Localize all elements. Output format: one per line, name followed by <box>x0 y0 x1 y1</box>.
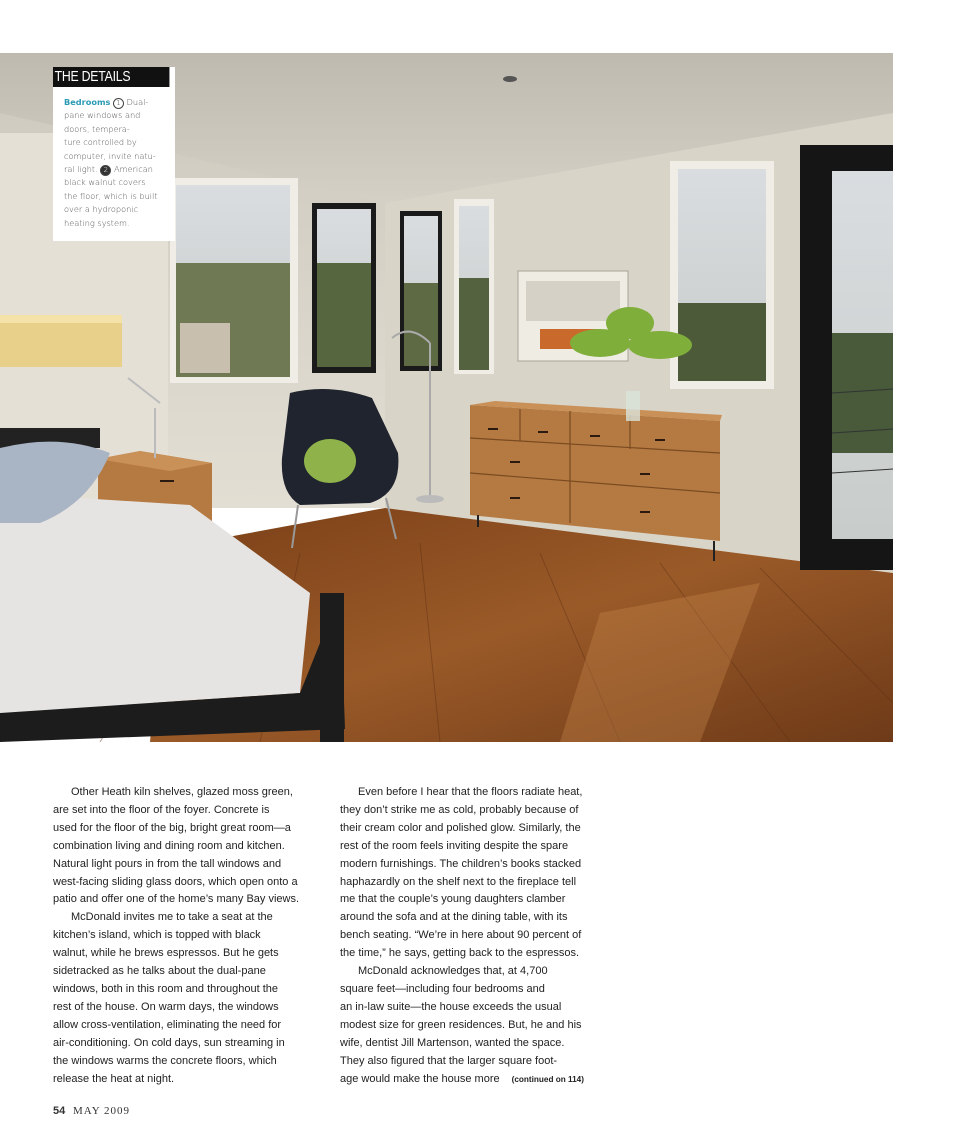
text-line: used for the floor of the big, bright great room—a <box>53 821 291 834</box>
details-line: black walnut covers <box>64 177 146 188</box>
text-line: windows, both in this room and throughout the <box>53 982 279 995</box>
text-line: they don’t strike me as cold, probably because of <box>340 803 579 816</box>
text-line: combination living and dining room and kitchen. <box>53 839 285 852</box>
details-line: pane windows and <box>64 110 141 121</box>
callout-number-1: 1 <box>113 98 124 109</box>
body-column-2 <box>340 784 608 1088</box>
text-line: They also figured that the larger square foot- <box>340 1054 558 1067</box>
text-line: west-facing sliding glass doors, which open onto a <box>53 875 298 888</box>
text-line: release the heat at night. <box>53 1072 175 1085</box>
details-line: ture controlled by <box>64 137 137 148</box>
text-line: rest of the house. On warm days, the windows <box>53 1000 279 1013</box>
text-line: sidetracked as he talks about the dual-pane <box>53 965 266 978</box>
details-line: computer, invite natu- <box>64 150 156 161</box>
text-line: walnut, while he brews espressos. But he gets <box>53 947 279 960</box>
text-line: an in-law suite—the house exceeds the usual <box>340 1000 562 1013</box>
text-line: Natural light pours in from the tall windows and <box>53 857 282 870</box>
continued-note: (continued on 114) <box>511 1074 584 1084</box>
text-line: around the sofa and at the dining table, with its <box>340 911 568 924</box>
details-line: heating system. <box>64 217 130 228</box>
text-line: the time,” he says, getting back to the espressos. <box>340 947 580 960</box>
text-line: patio and offer one of the home’s many Bay views. <box>53 893 300 906</box>
text-line: kitchen’s island, which is topped with black <box>53 929 261 942</box>
folio <box>53 1105 130 1117</box>
details-line: the floor, which is built <box>64 190 158 201</box>
text-line: age would make the house more <box>340 1072 500 1085</box>
text-line: Even before I hear that the floors radiate heat, <box>358 786 583 798</box>
text-line: the windows warms the concrete floors, which <box>53 1054 277 1067</box>
text-line: square feet—including four bedrooms and <box>340 982 545 995</box>
callout-number-2: 2 <box>100 165 111 176</box>
text-line: modest size for green residences. But, he and his <box>340 1018 582 1031</box>
text-line: Other Heath kiln shelves, glazed moss green, <box>71 786 293 798</box>
body-column-1 <box>53 784 321 1088</box>
text-line: bench seating. “We’re in here about 90 percent of <box>340 929 582 942</box>
details-body: Bedrooms 1 Dual- pane windows and doors, tempera- ture controlled by computer, invite natu- ral light. 2 American black walnut covers the floor, which is built over a hydroponic heating system. <box>53 87 175 230</box>
text-line: are set into the floor of the foyer. Concrete is <box>53 803 270 816</box>
details-label-bedrooms: Bedrooms <box>64 97 111 107</box>
text-line: their cream color and polished glow. Similarly, the <box>340 821 581 834</box>
details-heading: THE DETAILS <box>53 67 169 87</box>
details-line: doors, tempera- <box>64 123 130 134</box>
text-line: me that the couple’s young daughters clamber <box>340 893 566 906</box>
text-line: wife, dentist Jill Martenson, wanted the space. <box>340 1036 565 1049</box>
text-line-last <box>340 1071 608 1089</box>
details-line: ral light. <box>64 164 98 175</box>
text-line: haphazardly on the shelf next to the fireplace tell <box>340 875 577 888</box>
issue-date: MAY 2009 <box>73 1105 131 1117</box>
text-line: air-conditioning. On cold days, sun streaming in <box>53 1036 285 1049</box>
details-line: over a hydroponic <box>64 204 139 215</box>
text-line: modern furnishings. The children’s books stacked <box>340 857 582 870</box>
text-line: McDonald invites me to take a seat at the <box>71 911 273 924</box>
text-line: rest of the room feels inviting despite the spare <box>340 839 569 852</box>
text-line: McDonald acknowledges that, at 4,700 <box>358 965 548 978</box>
page-number: 54 <box>53 1105 66 1117</box>
text-line: allow cross-ventilation, eliminating the need for <box>53 1018 282 1031</box>
details-sidebar <box>53 67 175 241</box>
